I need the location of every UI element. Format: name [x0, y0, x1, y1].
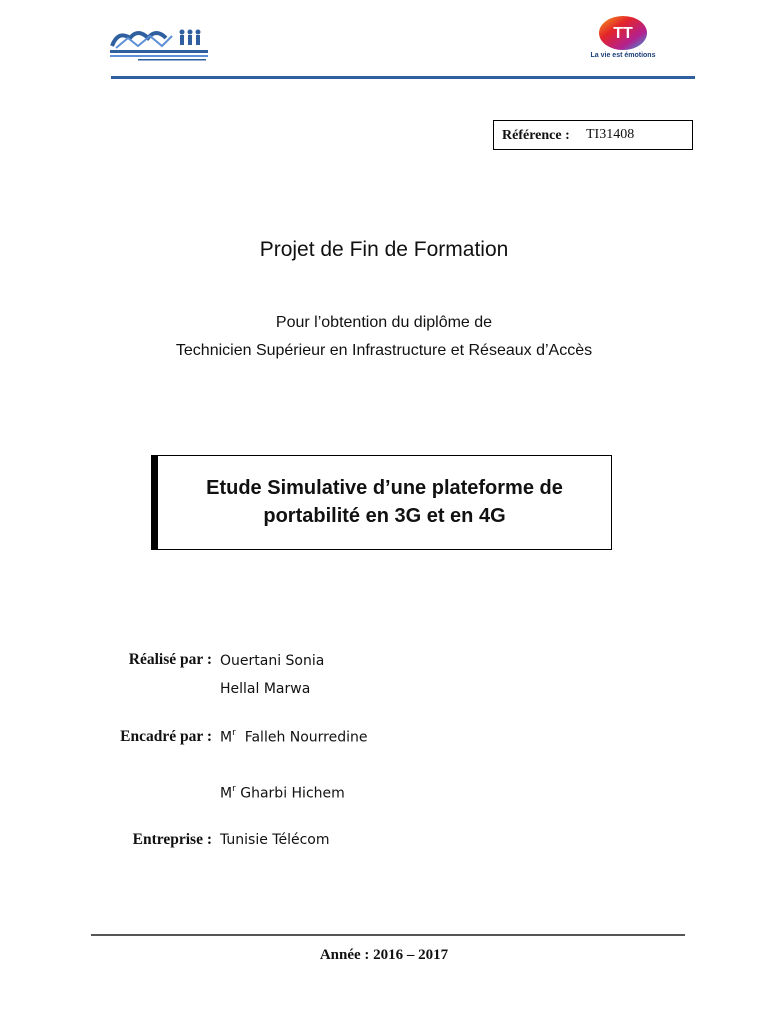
diploma-line-2: Technicien Supérieur en Infrastructure et Réseaux d’Accès [175, 342, 593, 359]
supervisor-1-name: Falleh Nourredine [244, 729, 368, 746]
entreprise-value: Tunisie Télécom [220, 832, 330, 848]
reference-box [493, 120, 693, 150]
realise-label: Réalisé par : [128, 651, 212, 668]
author-1: Ouertani Sonia [220, 653, 325, 669]
supervisor-1-title-sup: r [232, 728, 236, 738]
footer-rule [91, 934, 685, 936]
reference-value: TI31408 [586, 127, 635, 142]
project-title-box [151, 455, 612, 550]
supervisor-1 [220, 729, 368, 746]
svg-text:TT: TT [613, 25, 633, 42]
header-rule [111, 76, 695, 79]
tunisie-telecom-logo-icon [582, 14, 664, 52]
supervisor-2 [220, 785, 345, 802]
tunisie-telecom-tagline: La vie est émotions [590, 52, 656, 59]
tunisie-telecom-logo [582, 14, 664, 64]
training-center-logo-icon [108, 24, 210, 64]
reference-label: Référence : [502, 128, 570, 143]
entreprise-label: Entreprise : [132, 831, 212, 848]
project-title [158, 474, 611, 530]
supervisor-2-title-sup: r [232, 784, 236, 794]
project-title-line-1: Etude Simulative d’une plateforme de [206, 477, 563, 499]
page-title: Projet de Fin de Formation [259, 238, 509, 261]
project-title-line-2: portabilité en 3G et en 4G [263, 505, 506, 527]
diploma-line-1: Pour l’obtention du diplôme de [275, 314, 493, 331]
training-center-logo [108, 24, 210, 64]
academic-year: Année : 2016 – 2017 [319, 947, 449, 963]
supervisor-2-name: Gharbi Hichem [240, 785, 345, 802]
supervisor-2-title: M [220, 785, 233, 802]
supervisor-1-title: M [220, 729, 233, 746]
author-2: Hellal Marwa [220, 681, 311, 697]
encadre-label: Encadré par : [120, 728, 212, 745]
